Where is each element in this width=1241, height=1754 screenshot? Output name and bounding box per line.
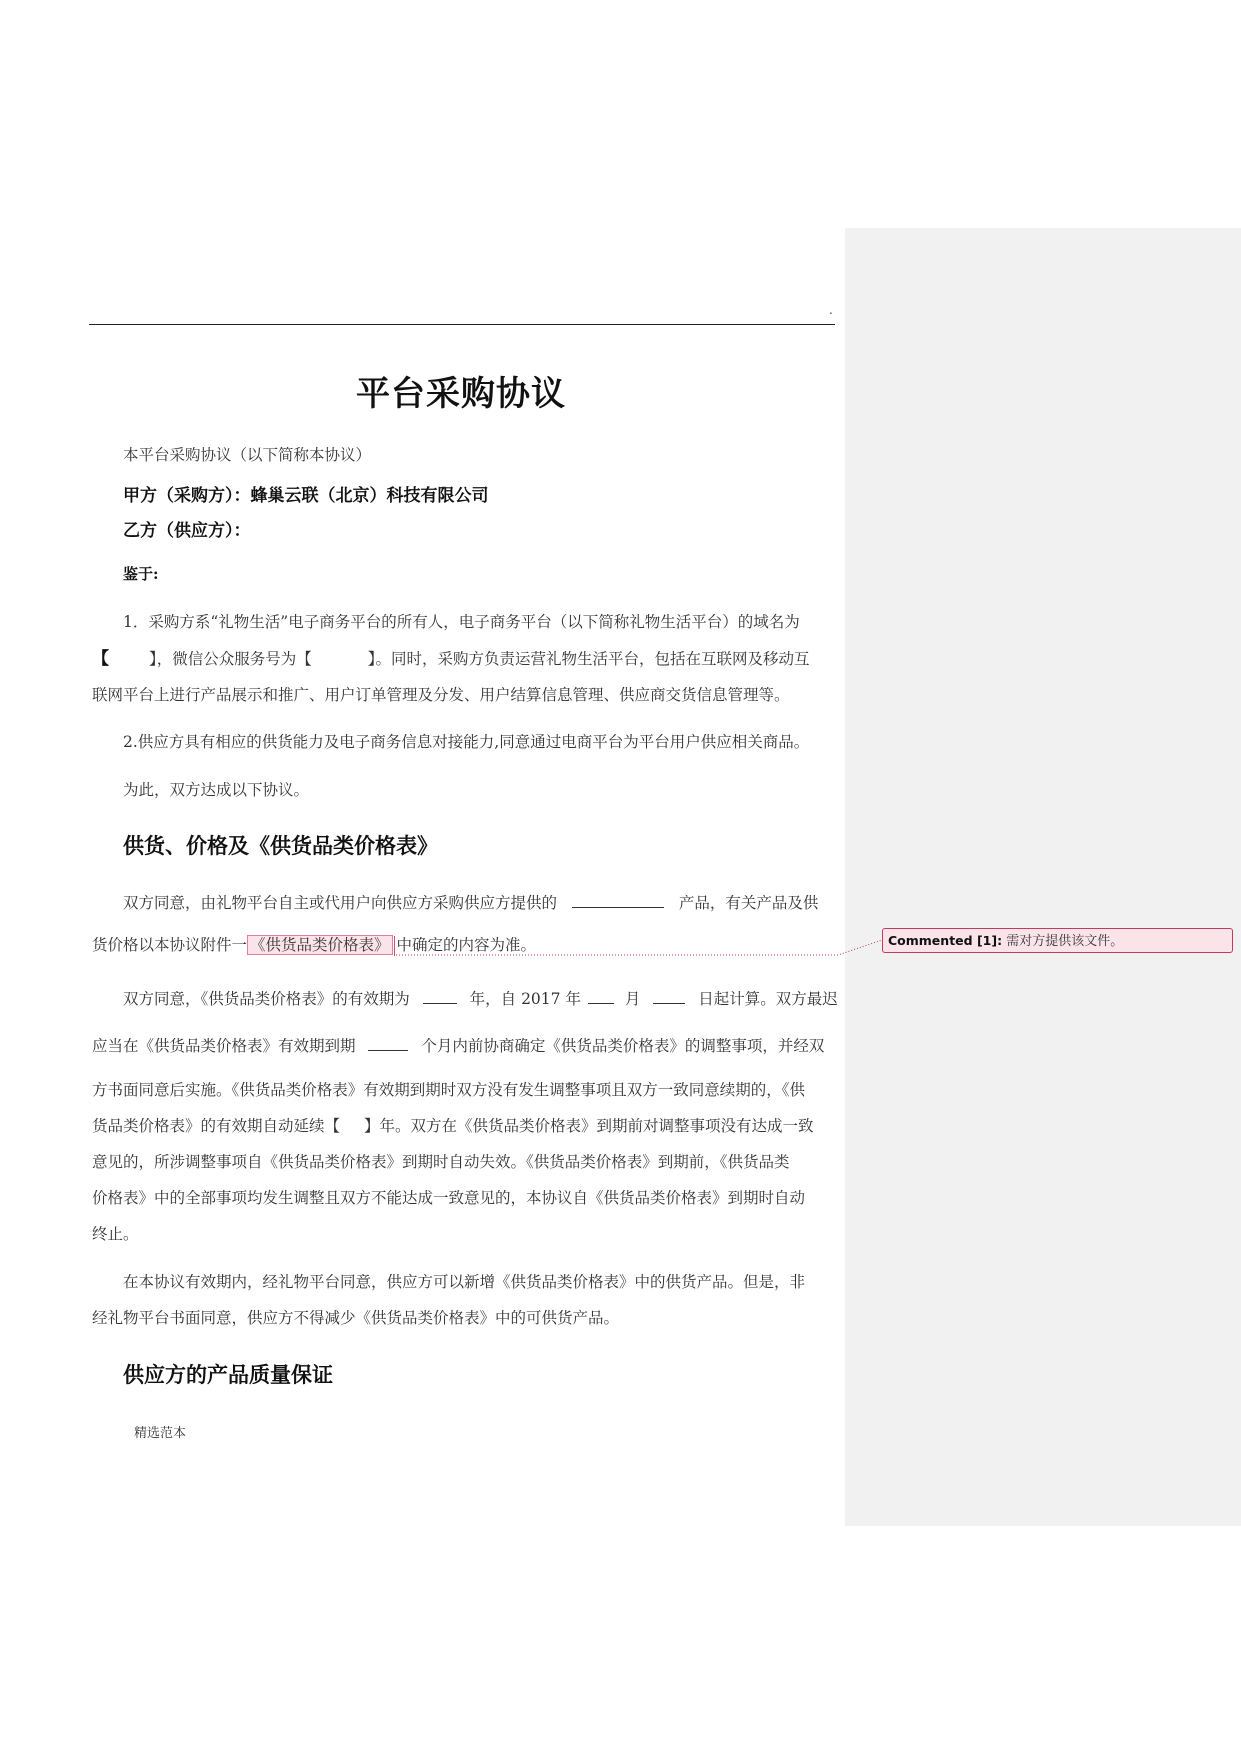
blank-years bbox=[423, 989, 457, 1004]
comment-pane bbox=[845, 228, 1241, 1526]
whereas-label: 鉴于: bbox=[123, 565, 159, 583]
clause1-line1: 1．采购方系“礼物生活”电子商务平台的所有人，电子商务平台（以下简称礼物生活平台）的域名为 bbox=[123, 613, 800, 631]
bracket-open: 【 bbox=[92, 649, 109, 669]
blank-day bbox=[653, 989, 685, 1004]
section2-heading: 供应方的产品质量保证 bbox=[123, 1363, 333, 1387]
s1p1-line1-end: 产品，有关产品及供 bbox=[678, 894, 819, 912]
s1p1-line1-start: 双方同意，由礼物平台自主或代用户向供应方采购供应方提供的 bbox=[123, 894, 558, 912]
commented-text-highlight[interactable]: 《供货品类价格表》 bbox=[247, 935, 393, 955]
s1p2-line6: 价格表》中的全部事项均发生调整且双方不能达成一致意见的，本协议自《供货品类价格表》到期时自动 bbox=[92, 1189, 806, 1207]
s1p1-line2-end: 中确定的内容为准。 bbox=[396, 936, 537, 954]
clause1-line2 bbox=[92, 650, 810, 669]
s1p3-line2: 经礼物平台书面同意，供应方不得减少《供货品类价格表》中的可供货产品。 bbox=[92, 1309, 620, 1327]
s1p2-line1-a: 双方同意，《供货品类价格表》的有效期为 bbox=[123, 990, 410, 1008]
s1p1-line2-start: 货价格以本协议附件一 bbox=[92, 936, 248, 954]
s1p2-line2-b: 个月内前协商确定《供货品类价格表》的调整事项，并经双 bbox=[421, 1037, 825, 1055]
header-mark: . bbox=[829, 303, 833, 317]
party-b: 乙方（供应方）： bbox=[123, 521, 251, 541]
blank-months bbox=[368, 1036, 408, 1051]
party-a: 甲方（采购方）：蜂巢云联（北京）科技有限公司 bbox=[123, 486, 489, 506]
s1p2-line2 bbox=[92, 1036, 824, 1056]
s1p2-line4-a: 货品类价格表》的有效期自动延续【 bbox=[92, 1117, 341, 1135]
s1p2-line1-c: 月 bbox=[624, 990, 641, 1008]
clause1-line2-mid: 】，微信公众服务号为【 bbox=[149, 650, 312, 668]
comment-balloon[interactable] bbox=[882, 928, 1233, 953]
comment-text: 需对方提供该文件。 bbox=[1006, 934, 1124, 949]
s1p2-line5: 意见的，所涉调整事项自《供货品类价格表》到期时自动失效。《供货品类价格表》到期前，《供货品类 bbox=[92, 1153, 790, 1171]
s1p2-line1-b: 年，自 2017 年 bbox=[469, 990, 581, 1008]
comment-anchor-marker bbox=[394, 936, 395, 956]
clause2: 2.供应方具有相应的供货能力及电子商务信息对接能力,同意通过电商平台为平台用户供应相关商品。 bbox=[123, 733, 810, 751]
s1p2-line1-d: 日起计算。双方最迟 bbox=[698, 990, 838, 1008]
s1p2-line3: 方书面同意后实施。《供货品类价格表》有效期到期时双方没有发生调整事项且双方一致同意续期的，《供 bbox=[92, 1081, 806, 1099]
clause1-line2-end: 】。同时，采购方负责运营礼物生活平台，包括在互联网及移动互 bbox=[367, 650, 810, 668]
s1p2-line4 bbox=[92, 1117, 814, 1136]
s1p1-line1 bbox=[123, 893, 818, 913]
s1p3-line1: 在本协议有效期内，经礼物平台同意，供应方可以新增《供货品类价格表》中的供货产品。但是，非 bbox=[123, 1273, 806, 1291]
footer-text: 精选范本 bbox=[134, 1426, 187, 1441]
intro-line: 本平台采购协议（以下简称本协议） bbox=[123, 446, 372, 464]
conclusion: 为此，双方达成以下协议。 bbox=[123, 781, 310, 799]
s1p2-line2-a: 应当在《供货品类价格表》有效期到期 bbox=[92, 1037, 356, 1055]
comment-author: Commented [1]: bbox=[888, 933, 1003, 948]
blank-product bbox=[572, 893, 664, 908]
s1p2-line4-b: 】年。双方在《供货品类价格表》到期前对调整事项没有达成一致 bbox=[364, 1117, 814, 1135]
s1p2-line7: 终止。 bbox=[92, 1225, 139, 1243]
s1p2-line1 bbox=[123, 989, 838, 1009]
document-title: 平台采购协议 bbox=[356, 374, 566, 414]
header-rule bbox=[89, 324, 835, 325]
section1-heading: 供货、价格及《供货品类价格表》 bbox=[123, 834, 438, 858]
s1p1-line2 bbox=[92, 936, 536, 956]
clause1-line3: 联网平台上进行产品展示和推广、用户订单管理及分发、用户结算信息管理、供应商交货信息管理等。 bbox=[92, 686, 790, 704]
blank-month bbox=[588, 989, 614, 1004]
